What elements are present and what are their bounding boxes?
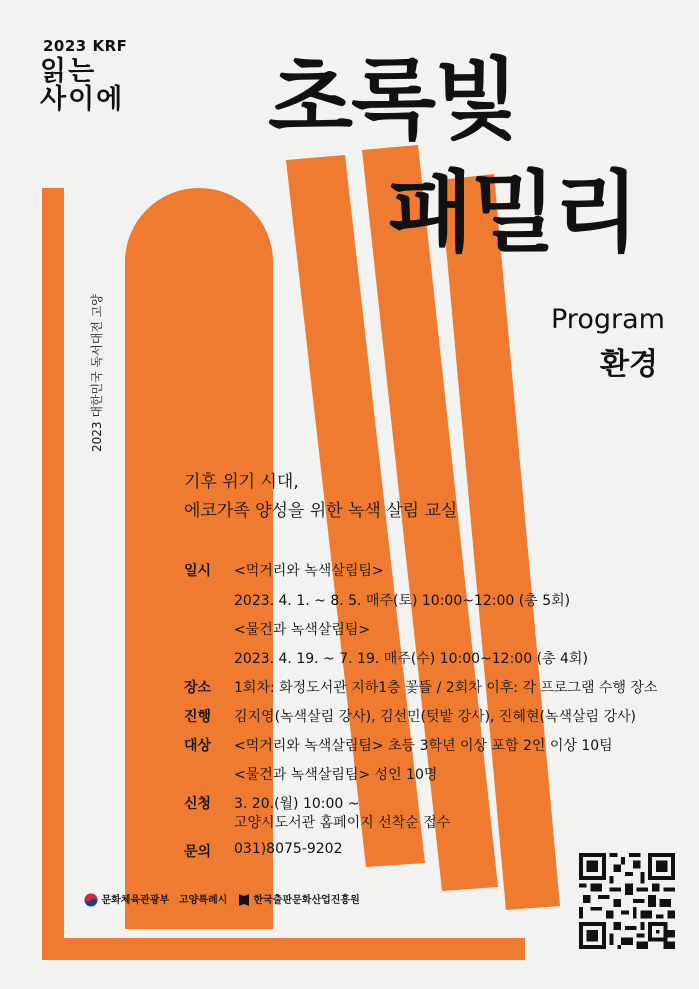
logo-year: 2023 KRF xyxy=(43,37,128,55)
contact-value: 031)8075-9202 xyxy=(234,841,343,857)
intro-line-1: 기후 위기 시대, xyxy=(184,472,299,492)
date-line-1: <먹거리와 녹색살림팀> xyxy=(234,563,384,579)
date-line-4: 2023. 4. 19. ~ 7. 19. 매주(수) 10:00~12:00 (총 4회) xyxy=(234,651,588,667)
logo-line-1: 읽는 xyxy=(40,56,97,87)
title-line-2: 패밀리 xyxy=(388,161,638,264)
target-line-1: <먹거리와 녹색살림팀> 초등 3학년 이상 포함 2인 이상 10팀 xyxy=(234,738,613,754)
publisher-logo-icon xyxy=(238,893,250,907)
host-value: 김지영(녹색살림 강사), 김선민(텃밭 강사), 진혜현(녹색살림 강사) xyxy=(234,709,637,725)
date-line-3: <물건과 녹색살림팀> xyxy=(234,622,371,638)
ministry-name: 문화체육관광부 xyxy=(101,895,170,906)
host-label: 진행 xyxy=(184,709,212,725)
intro-text xyxy=(184,468,457,526)
logo-wordmark xyxy=(40,58,124,114)
ministry-emblem-icon xyxy=(84,893,98,907)
target-label: 대상 xyxy=(184,738,212,754)
place-label: 장소 xyxy=(184,680,212,696)
qr-code-icon[interactable] xyxy=(579,853,675,949)
orange-frame-vertical xyxy=(42,188,64,960)
sponsor-publisher xyxy=(238,891,360,907)
topic-label: 환경 xyxy=(600,347,658,382)
apply-line-2: 고양시도서관 홈페이지 선착순 접수 xyxy=(234,815,451,831)
intro-line-2: 에코가족 양성을 위한 녹색 살림 교실 xyxy=(184,501,458,521)
apply-line-1: 3. 20.(월) 10:00 ~ xyxy=(234,796,360,812)
sponsor-ministry xyxy=(84,891,169,907)
apply-label: 신청 xyxy=(184,796,212,812)
target-line-2: <물건과 녹색살림팀> 성인 10명 xyxy=(234,767,438,783)
contact-label: 문의 xyxy=(184,844,212,860)
date-label: 일시 xyxy=(184,563,212,579)
date-line-2: 2023. 4. 1. ~ 8. 5. 매주(토) 10:00~12:00 (총 5회) xyxy=(234,593,571,609)
program-label: Program xyxy=(551,304,665,335)
sponsor-goyang: 고양특례시 xyxy=(179,895,228,906)
logo-line-2: 사이에 xyxy=(40,84,125,115)
place-value: 1회차: 화정도서관 지하1층 꽃뜰 / 2회차 이후: 각 프로그램 수행 장소 xyxy=(234,680,658,696)
orange-frame-horizontal xyxy=(42,938,525,960)
side-event-label: 2023 대한민국 독서대전 고양 xyxy=(90,294,104,452)
publisher-name: 한국출판문화산업진흥원 xyxy=(253,895,360,906)
title-line-1: 초록빛 xyxy=(268,48,518,151)
